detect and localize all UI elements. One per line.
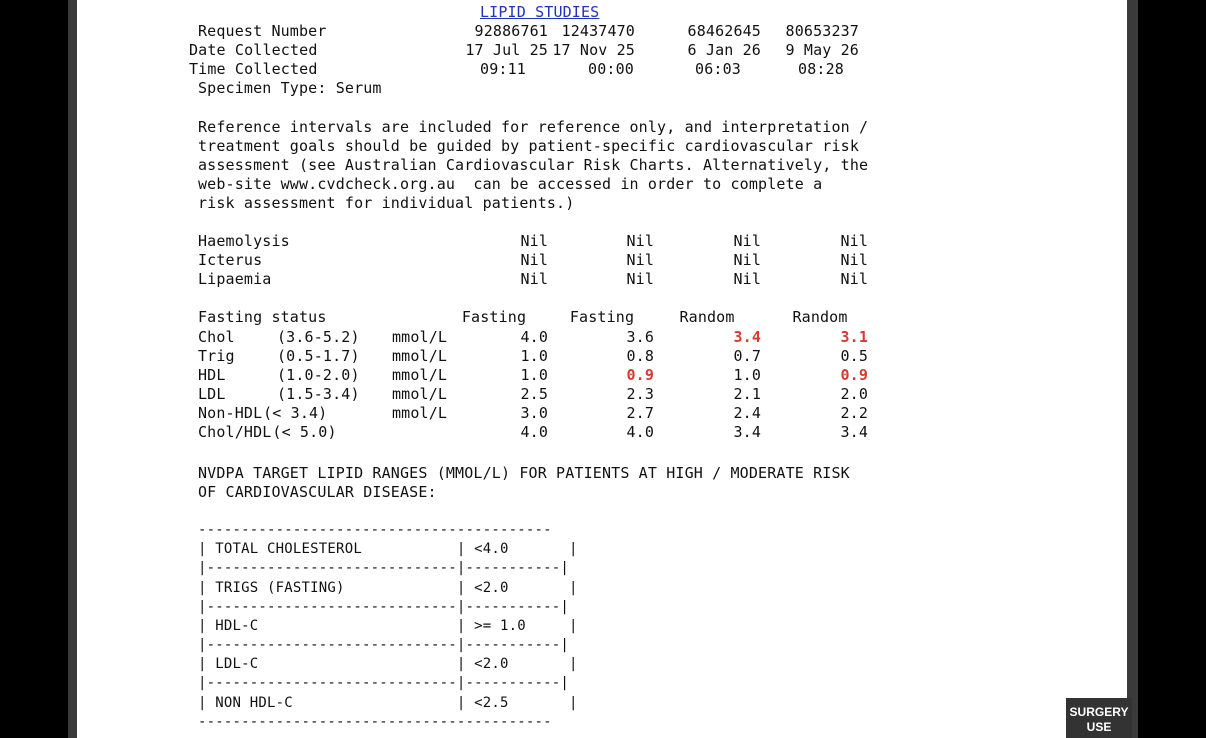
time-collected-value: 09:11 (480, 60, 526, 78)
flagged-result-value: 3.4 (733, 328, 761, 346)
target-table-line: ----------------------------------------- (198, 714, 552, 730)
result-value: 3.6 (626, 328, 654, 346)
result-value: 0.8 (626, 347, 654, 365)
fasting-status-label: Fasting status (198, 308, 327, 326)
viewer-frame-left (68, 0, 77, 738)
request-number-value: 12437470 (561, 22, 635, 40)
fasting-status-value: Fasting (569, 308, 635, 326)
result-value: 0.5 (840, 347, 868, 365)
result-value: 1.0 (520, 347, 548, 365)
result-value: 2.4 (733, 404, 761, 422)
interference-value: Nil (626, 232, 654, 250)
report-title-link[interactable]: LIPID STUDIES (480, 3, 600, 21)
analyte-name: Chol (198, 328, 235, 346)
time-collected-value: 00:00 (588, 60, 634, 78)
result-value: 4.0 (626, 423, 654, 441)
reference-note-line: Reference intervals are included for reference only, and interpretation / (198, 118, 869, 136)
interference-name: Icterus (198, 251, 263, 269)
result-value: 0.7 (733, 347, 761, 365)
surgery-use-line2: USE (1086, 720, 1112, 734)
date-collected-value: 17 Nov 25 (552, 41, 635, 59)
target-table-line: | NON HDL-C | <2.5 | (198, 695, 578, 711)
result-unit: mmol/L (392, 366, 448, 384)
interference-name: Lipaemia (198, 270, 272, 288)
interference-value: Nil (840, 270, 868, 288)
result-unit: mmol/L (392, 347, 448, 365)
target-table-line: | HDL-C | >= 1.0 | (198, 618, 578, 634)
target-heading-line: OF CARDIOVASCULAR DISEASE: (198, 483, 437, 501)
reference-range: (1.5-3.4) (277, 385, 360, 403)
interference-value: Nil (733, 232, 761, 250)
result-value: 2.3 (626, 385, 654, 403)
flagged-result-value: 3.1 (840, 328, 868, 346)
target-table-line: ----------------------------------------- (198, 522, 552, 538)
result-value: 3.0 (520, 404, 548, 422)
target-table-line: | TOTAL CHOLESTEROL | <4.0 | (198, 541, 578, 557)
interference-name: Haemolysis (198, 232, 290, 250)
interference-value: Nil (626, 270, 654, 288)
target-table-line: |-----------------------------|-----------| (198, 637, 570, 653)
interference-value: Nil (840, 251, 868, 269)
flagged-result-value: 0.9 (626, 366, 654, 384)
time-collected-label: Time Collected (189, 60, 318, 78)
target-table-line: | LDL-C | <2.0 | (198, 656, 578, 672)
time-collected-value: 06:03 (695, 60, 741, 78)
viewer-frame-right (1127, 0, 1138, 738)
result-unit: mmol/L (392, 385, 448, 403)
reference-note-line: assessment (see Australian Cardiovascular Risk Charts. Alternatively, the (198, 156, 869, 174)
result-value: 2.0 (840, 385, 868, 403)
result-value: 1.0 (520, 366, 548, 384)
analyte-name: HDL (198, 366, 226, 384)
reference-note-line: treatment goals should be guided by patient-specific cardiovascular risk (198, 137, 860, 155)
request-number-label: Request Number (198, 22, 327, 40)
result-unit: mmol/L (392, 328, 448, 346)
result-value: 4.0 (520, 423, 548, 441)
result-value: 1.0 (733, 366, 761, 384)
target-heading-line: NVDPA TARGET LIPID RANGES (MMOL/L) FOR PATIENTS AT HIGH / MODERATE RISK (198, 464, 850, 482)
interference-value: Nil (520, 232, 548, 250)
reference-note-line: web-site www.cvdcheck.org.au can be accessed in order to complete a (198, 175, 823, 193)
result-value: 3.4 (733, 423, 761, 441)
target-table-line: |-----------------------------|-----------| (198, 599, 570, 615)
specimen-type-line: Specimen Type: Serum (198, 79, 382, 97)
surgery-use-badge[interactable] (1066, 698, 1132, 738)
target-table-line: |-----------------------------|-----------| (198, 560, 570, 576)
request-number-value: 68462645 (687, 22, 761, 40)
result-value: 2.2 (840, 404, 868, 422)
fasting-status-value: Random (792, 308, 848, 326)
result-value: 2.1 (733, 385, 761, 403)
interference-value: Nil (520, 251, 548, 269)
analyte-name: Chol/HDL (198, 423, 272, 441)
result-value: 4.0 (520, 328, 548, 346)
reference-range: (< 5.0) (272, 423, 337, 441)
result-unit: mmol/L (392, 404, 448, 422)
result-value: 2.5 (520, 385, 548, 403)
fasting-status-value: Fasting (461, 308, 527, 326)
interference-value: Nil (733, 270, 761, 288)
request-number-value: 92886761 (474, 22, 548, 40)
date-collected-value: 17 Jul 25 (465, 41, 548, 59)
request-number-value: 80653237 (785, 22, 859, 40)
interference-value: Nil (520, 270, 548, 288)
target-table-line: |-----------------------------|-----------| (198, 675, 570, 691)
analyte-name: Trig (198, 347, 235, 365)
result-value: 3.4 (840, 423, 868, 441)
date-collected-label: Date Collected (189, 41, 318, 59)
flagged-result-value: 0.9 (840, 366, 868, 384)
result-value: 2.7 (626, 404, 654, 422)
fasting-status-value: Random (679, 308, 735, 326)
time-collected-value: 08:28 (798, 60, 844, 78)
analyte-name: LDL (198, 385, 226, 403)
reference-note-line: risk assessment for individual patients.) (198, 194, 575, 212)
reference-range: (< 3.4) (263, 404, 328, 422)
interference-value: Nil (626, 251, 654, 269)
interference-value: Nil (840, 232, 868, 250)
reference-range: (3.6-5.2) (277, 328, 360, 346)
target-table-line: | TRIGS (FASTING) | <2.0 | (198, 580, 578, 596)
interference-value: Nil (733, 251, 761, 269)
reference-range: (0.5-1.7) (277, 347, 360, 365)
surgery-use-line1: SURGERY (1069, 705, 1129, 719)
date-collected-value: 6 Jan 26 (687, 41, 761, 59)
report-page (77, 0, 1127, 738)
reference-range: (1.0-2.0) (277, 366, 360, 384)
date-collected-value: 9 May 26 (785, 41, 859, 59)
analyte-name: Non-HDL (198, 404, 263, 422)
